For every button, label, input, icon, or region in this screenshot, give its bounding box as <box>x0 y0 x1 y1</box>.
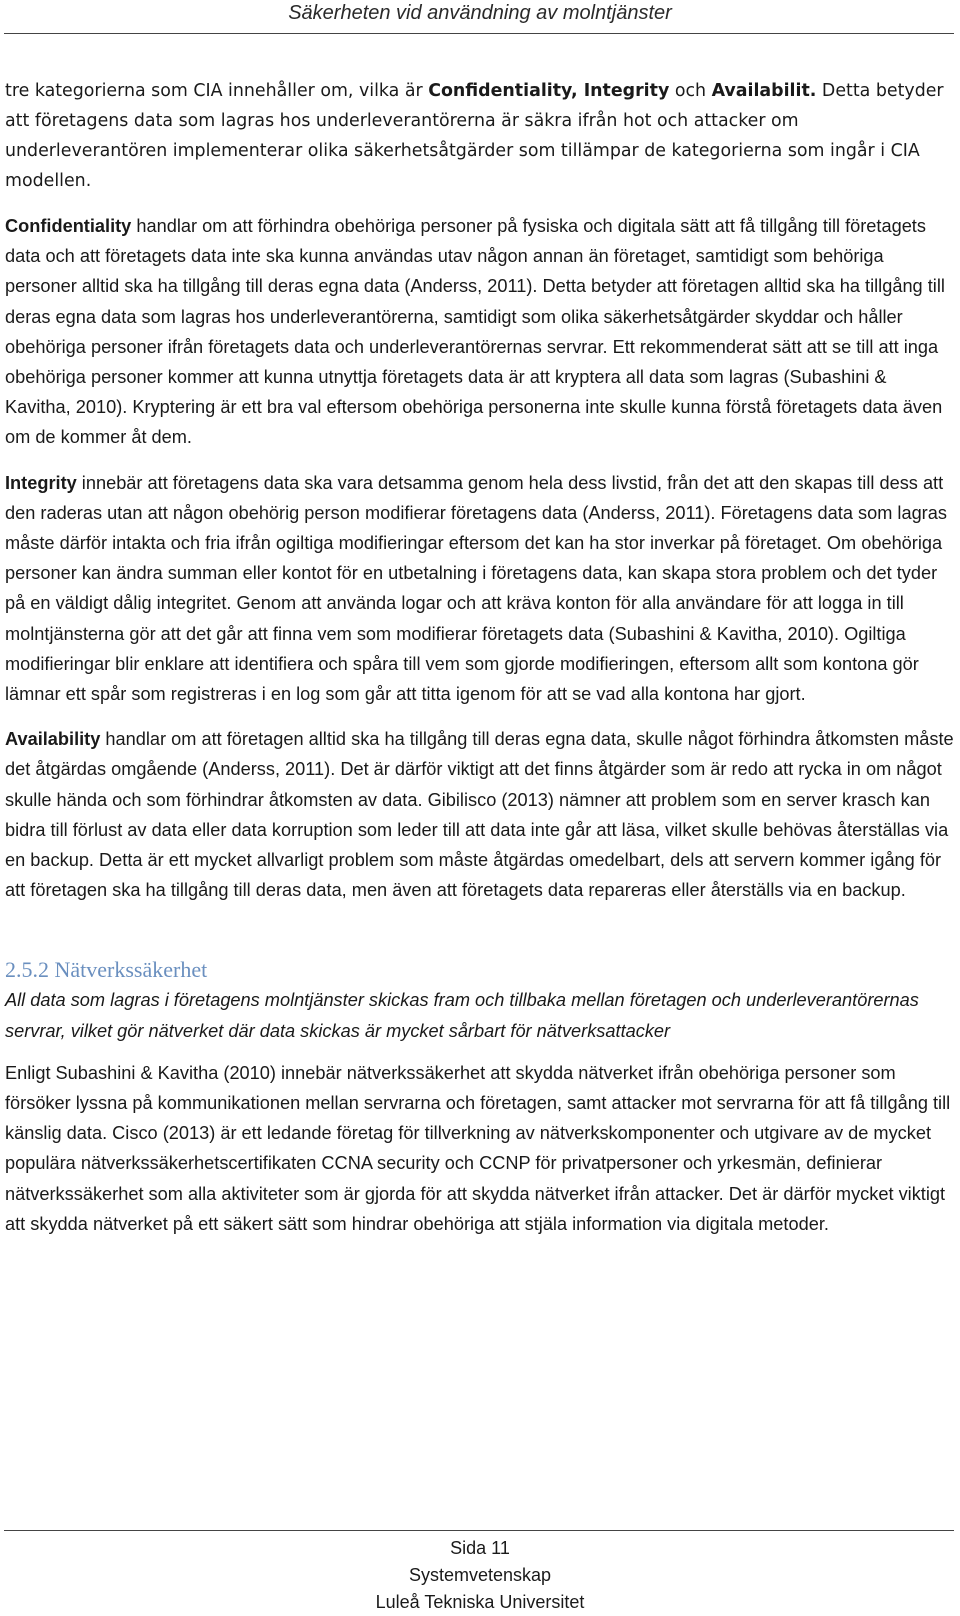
page-header <box>0 0 960 34</box>
intro-text-1: tre kategorierna som CIA innehåller om, vilka är <box>5 81 429 101</box>
confidentiality-paragraph <box>5 211 955 453</box>
availability-text: handlar om att företagen alltid ska ha tillgång till deras egna data, skulle något förhindra åtkomsten måste det åtgärdas omgående (Anderss, 2011). Det är därför viktigt att det finns åtgärder som är redo att rycka in om något skulle hända och som förhindrar åtkomsten av data. Gibilisco (2013) nämner att problem som en server krasch kan bidra till förlust av data eller data korruption som leder till att data inte går att läsa, vilket skulle behövas återställas via en backup. Detta är ett mycket allvarligt problem som måste åtgärdas omedelbart, dels att servern kommer igång för att företagen ska ha tillgång till deras data, men även att företagets data repareras eller återställs via en backup. <box>5 729 954 901</box>
header-divider <box>4 33 954 34</box>
intro-text-2: och <box>669 81 712 101</box>
document-body <box>5 76 955 1239</box>
availability-paragraph <box>5 724 955 905</box>
header-title: Säkerheten vid användning av molntjänster <box>288 2 672 24</box>
intro-text-3: Detta betyder att företagens data som lagras hos underleverantörerna är säkra ifrån hot och attacker om underleverantören implementerar olika säkerhetsåtgärder som tillämpar de kategorierna som ingår i CIA modellen. <box>5 81 944 191</box>
section-body-paragraph: Enligt Subashini & Kavitha (2010) innebär nätverkssäkerhet att skydda nätverket ifrån obehöriga personer som försöker lyssna på kommunikationen mellan servrarna och företagen, samt attacker mot servrarna för att få tillgång till känslig data. Cisco (2013) är ett ledande företag för tillverkning av nätverkskomponenter och utgivare av de mycket populära nätverkssäkerhetscertifikaten CCNA security och CCNP för privatpersoner och yrkesmän, definierar nätverkssäkerhet som alla aktiviteter som är gjorda för att skydda nätverket ifrån attacker. Det är därför mycket viktigt att skydda nätverket på ett säkert sätt som hindrar obehöriga att stjäla information via digitala metoder. <box>5 1062 951 1234</box>
section-lead-paragraph: All data som lagras i företagens molntjänster skickas fram och tillbaka mellan företagen och underleverantörernas servrar, vilket gör nätverket där data skickas är mycket sårbart för nätverksattacker <box>5 990 919 1041</box>
footer-department: Systemvetenskap <box>408 1565 552 1585</box>
footer-university: Luleå Tekniska Universitet <box>375 1592 585 1612</box>
intro-bold-1: Confidentiality, Integrity <box>428 81 670 101</box>
confidentiality-term: Confidentiality <box>5 216 132 236</box>
footer-divider <box>4 1530 954 1531</box>
integrity-term: Integrity <box>5 472 77 493</box>
intro-bold-2: Availabilit. <box>711 81 817 101</box>
integrity-paragraph <box>5 468 955 710</box>
section-heading: 2.5.2 Nätverkssäkerhet <box>5 957 208 983</box>
confidentiality-text: handlar om att förhindra obehöriga personer på fysiska och digitala sätt att få tillgång till företagets data och att företagets data inte ska kunna användas utav någon annan än företaget, samtidigt som behöriga personer alltid ska ha tillgång till deras egna data (Anderss, 2011). Detta betyder att företagen alltid ska ha tillgång till deras egna data som lagras hos underleverantörerna, samtidigt som olika säkerhetsåtgärder skyddar och håller obehöriga personer ifrån företagets data och underleverantörernas servrar. Ett rekommenderat sätt att se till att inga obehöriga personer kommer att kunna utnyttja företagets data är att kryptera all data som lagras (Subashini & Kavitha, 2010). Kryptering är ett bra val eftersom obehöriga personerna inte skulle kunna förstå företagets data även om de kommer åt dem. <box>5 216 945 448</box>
integrity-text: innebär att företagens data ska vara detsamma genom hela dess livstid, från det att den skapas till dess att den raderas utan att någon obehörig person modifierar företagens data (Anderss, 2011). Företagens data som lagras måste därför intakta och fria ifrån ogiltiga modifieringar eftersom det kan ha stor inverkar på företaget. Om obehöriga personer kan ändra summan eller kontot för en utbetalning i företagens data, kan skapa stora problem och det tyder på en väldigt dålig integritet. Genom att använda logar och att kräva konton för alla användare för att logga in till molntjänsterna gör att det går att finna vem som modifierar företagets data (Subashini & Kavitha, 2010). Ogiltiga modifieringar blir enklare att identifiera och spåra till vem som gjorde modifieringen, eftersom allt som kontona gör lämnar ett spår som registreras i en log som går att titta igenom för att se vad alla kontona har gjort. <box>5 472 947 705</box>
page-footer <box>0 1535 960 1616</box>
intro-paragraph <box>5 76 955 196</box>
footer-page-number: Sida 11 <box>450 1538 510 1558</box>
availability-term: Availability <box>5 729 101 750</box>
